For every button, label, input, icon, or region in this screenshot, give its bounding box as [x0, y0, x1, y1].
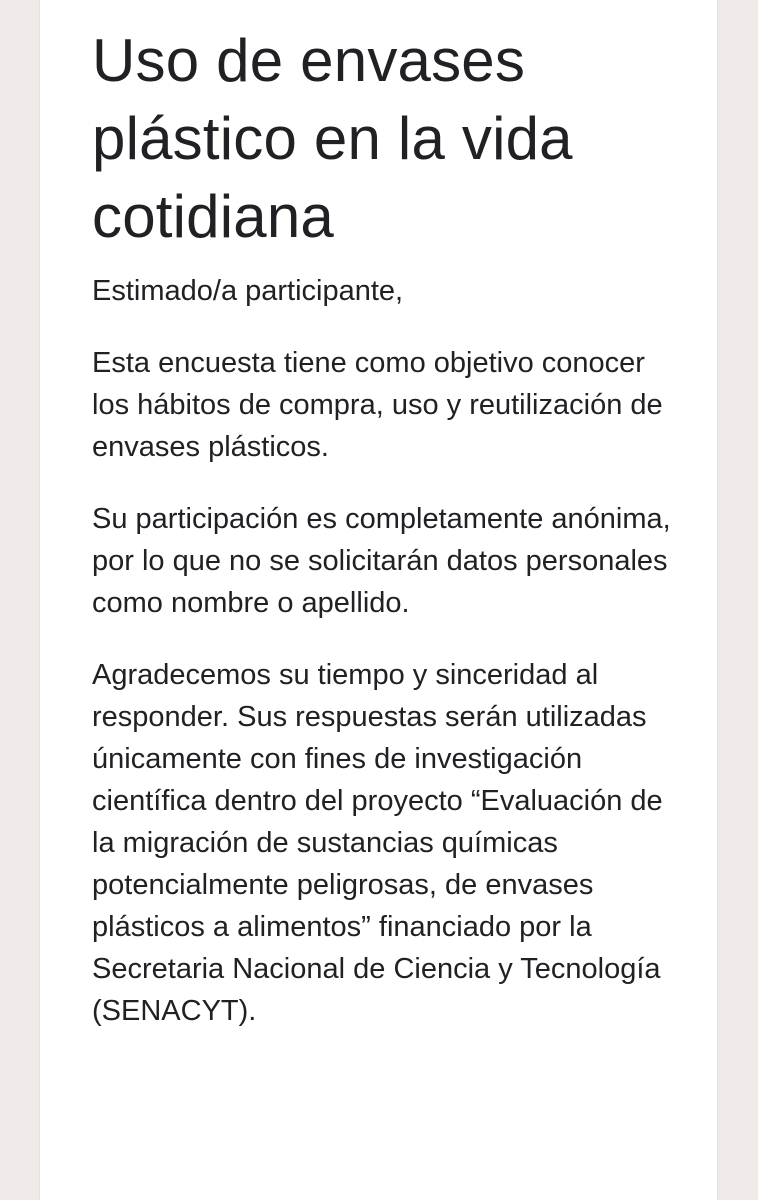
description-paragraph-thanks: Agradecemos su tiempo y sinceridad al responder. Sus respuestas serán utilizadas únicamente con fines de investigación científica dentro del proyecto “Evaluación de la migración de sustancias químicas potencialmente peligrosas, de envases plásticos a alimentos” financiado por la Secretaria Nacional de Ciencia y Tecnología (SENACYT).	[92, 659, 663, 1027]
description-greeting: Estimado/a participante,	[92, 275, 404, 307]
form-header-card	[39, 0, 718, 1200]
description-paragraph-anonymity: Su participación es completamente anónima, por lo que no se solicitarán datos personales como nombre o apellido.	[92, 503, 671, 619]
description-paragraph-objective: Esta encuesta tiene como objetivo conocer los hábitos de compra, uso y reutilización de envases plásticos.	[92, 347, 663, 463]
form-title: Uso de envases plástico en la vida cotidiana	[92, 27, 573, 250]
form-description	[92, 270, 677, 1032]
